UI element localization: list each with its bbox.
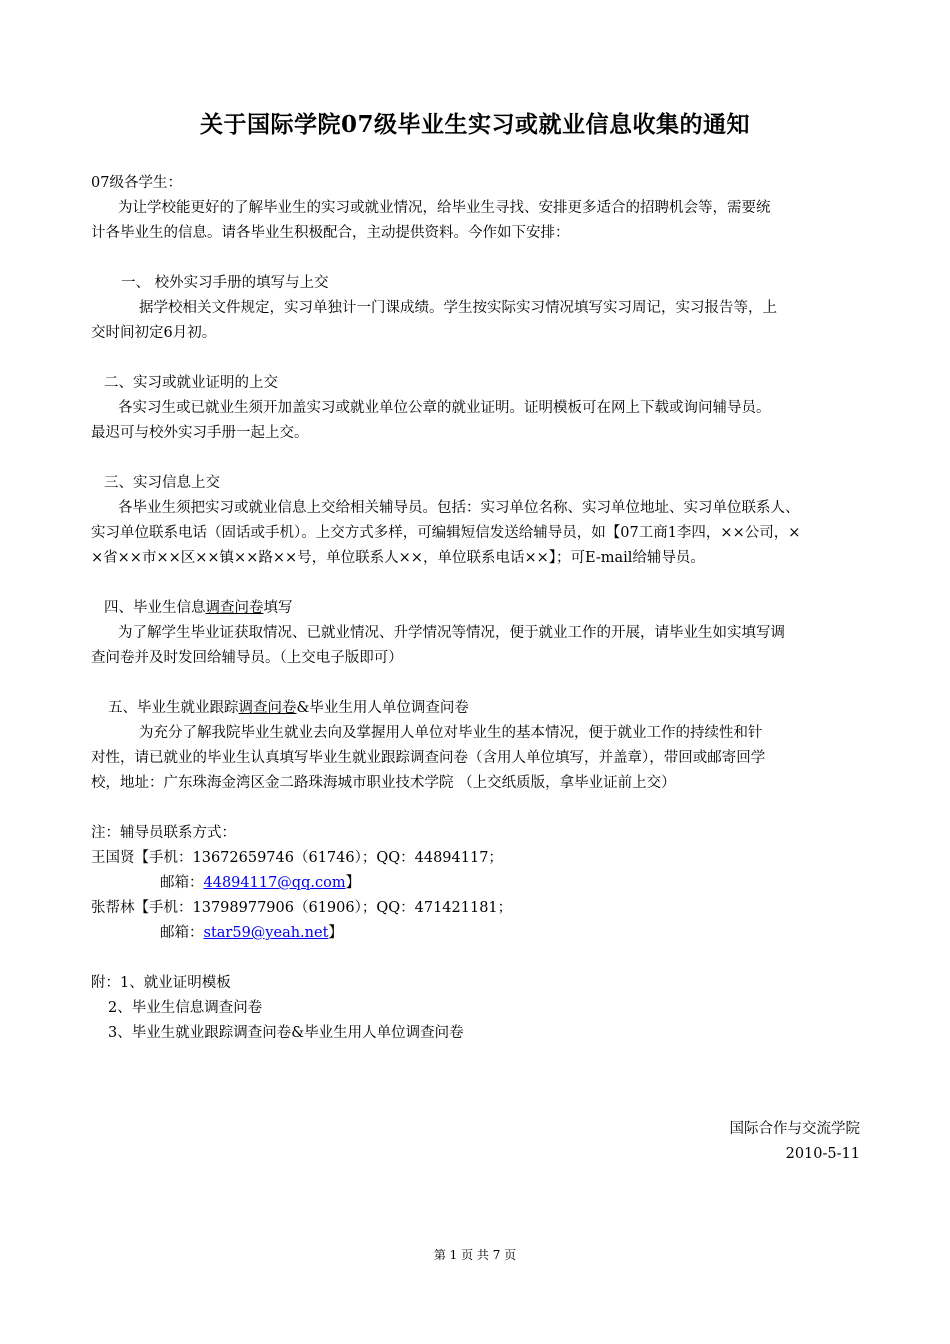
section-3-line-2: 实习单位联系电话（固话或手机）。上交方式多样，可编辑短信发送给辅导员，如【07工商1李四，××公司，× <box>91 525 801 541</box>
survey-underlined-text: 调查问卷 <box>238 700 297 716</box>
section-4-heading: 四、毕业生信息调查问卷填写 <box>104 600 293 616</box>
intro-line-2: 计各毕业生的信息。请各毕业生积极配合，主动提供资料。今作如下安排： <box>91 225 570 241</box>
section-5-line-1: 为充分了解我院毕业生就业去向及掌握用人单位对毕业生的基本情况，便于就业工作的持续性和针 <box>139 725 763 741</box>
contacts-note: 注：辅导员联系方式： <box>91 825 236 841</box>
contact-1-email-link[interactable]: 44894117@qq.com <box>203 875 346 891</box>
contact-2-email-link[interactable]: star59@yeah.net <box>203 925 329 941</box>
section-2-line-1: 各实习生或已就业生须开加盖实习或就业单位公章的就业证明。证明模板可在网上下载或询问辅导员。 <box>118 400 771 416</box>
survey-underlined-text: 调查问卷 <box>205 600 264 616</box>
appendix-item-3: 3、毕业生就业跟踪调查问卷&毕业生用人单位调查问卷 <box>108 1025 464 1041</box>
section-5-heading: 五、毕业生就业跟踪调查问卷&毕业生用人单位调查问卷 <box>108 700 469 716</box>
signature-date: 2010-5-11 <box>785 1146 860 1162</box>
section-1-heading: 一、 校外实习手册的填写与上交 <box>121 275 329 291</box>
section-2-line-2: 最迟可与校外实习手册一起上交。 <box>91 425 309 441</box>
section-1-line-1: 据学校相关文件规定，实习单独计一门课成绩。学生按实际实习情况填写实习周记，实习报告等，上 <box>139 300 777 316</box>
intro-line-1: 为让学校能更好的了解毕业生的实习或就业情况，给毕业生寻找、安排更多适合的招聘机会等，需要统 <box>118 200 771 216</box>
salutation: 07级各学生： <box>91 175 182 191</box>
section-5-line-2: 对性，请已就业的毕业生认真填写毕业生就业跟踪调查问卷（含用人单位填写，并盖章），带回或邮寄回学 <box>91 750 766 766</box>
section-3-line-3: ×省××市××区××镇××路××号，单位联系人××，单位联系电话××】；可E-mail给辅导员。 <box>91 550 705 566</box>
appendix-item-2: 2、毕业生信息调查问卷 <box>108 1000 263 1016</box>
contact-2-mail-line: 邮箱：star59@yeah.net】 <box>160 925 343 941</box>
section-5-line-3: 校，地址：广东珠海金湾区金二路珠海城市职业技术学院 （上交纸质版，拿毕业证前上交） <box>91 775 676 791</box>
signature-org: 国际合作与交流学院 <box>729 1121 860 1137</box>
appendix-item-1: 附：1、就业证明模板 <box>91 975 231 991</box>
signature-block <box>730 1117 861 1167</box>
page-title: 关于国际学院07级毕业生实习或就业信息收集的通知 <box>199 111 750 138</box>
section-3-line-1: 各毕业生须把实习或就业信息上交给相关辅导员。包括：实习单位名称、实习单位地址、实习单位联系人、 <box>118 500 800 516</box>
section-4-line-2: 查问卷并及时发回给辅导员。（上交电子版即可） <box>91 650 403 666</box>
page-footer: 第 1 页 共 7 页 <box>433 1248 517 1262</box>
contact-1-mail-line: 邮箱：44894117@qq.com】 <box>160 875 361 891</box>
contact-1-line: 王国贤【手机：13672659746（61746）；QQ：44894117； <box>91 850 503 866</box>
contact-2-line: 张帮林【手机：13798977906（61906）；QQ：471421181； <box>91 900 513 916</box>
section-1-line-2: 交时间初定6月初。 <box>91 325 217 341</box>
section-3-heading: 三、实习信息上交 <box>104 475 220 491</box>
section-2-heading: 二、实习或就业证明的上交 <box>104 375 278 391</box>
section-4-line-1: 为了解学生毕业证获取情况、已就业情况、升学情况等情况，便于就业工作的开展，请毕业生如实填写调 <box>118 625 785 641</box>
document-body <box>91 171 871 1046</box>
